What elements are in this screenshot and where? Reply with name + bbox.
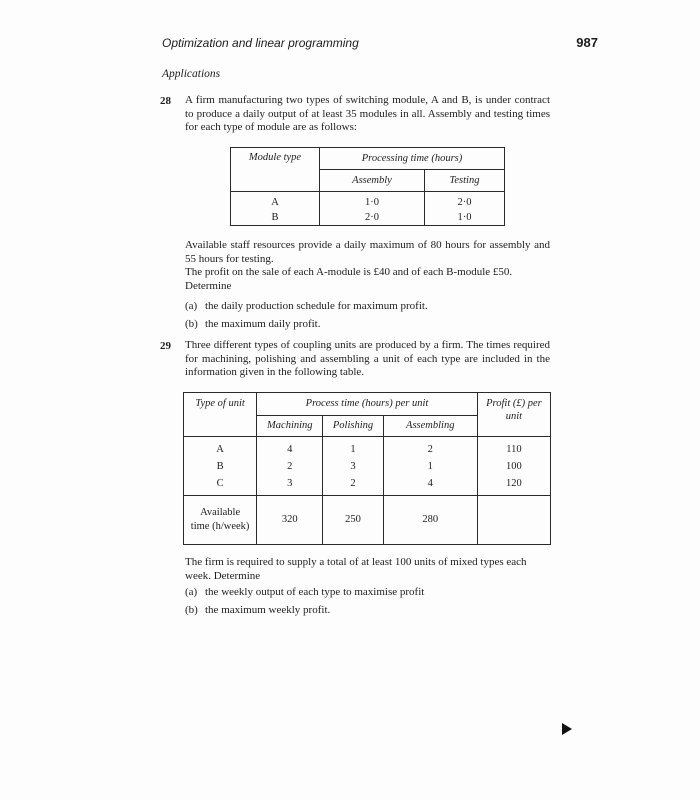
header-processing-time: Processing time (hours) (320, 148, 505, 170)
cell-profit: 110 (477, 437, 550, 459)
cell-type: A (184, 437, 257, 459)
header-assembly: Assembly (320, 170, 425, 192)
item-text: the daily production schedule for maximum profit. (205, 300, 428, 312)
module-table (230, 147, 505, 226)
cell-testing: 2·0 (425, 192, 505, 211)
cell-type: A (231, 192, 320, 211)
cell-polishing: 2 (323, 475, 383, 496)
problem-29-item-a (185, 585, 424, 599)
cell-available-assembling: 280 (383, 496, 477, 545)
item-label: (a) (185, 300, 198, 312)
cell-available-machining: 320 (257, 496, 323, 545)
cell-machining: 4 (257, 437, 323, 459)
problem-29-requirement: The firm is required to supply a total of at least 100 units of mixed types each week. Determine (185, 556, 527, 582)
cell-profit: 100 (477, 458, 550, 475)
problem-29-item-b (185, 603, 330, 617)
cell-polishing: 1 (323, 437, 383, 459)
cell-assembly: 2·0 (320, 210, 425, 226)
cell-assembling: 1 (383, 458, 477, 475)
running-head (162, 36, 598, 52)
item-label: (b) (185, 604, 198, 616)
cell-assembly: 1·0 (320, 192, 425, 211)
coupling-table (183, 392, 551, 545)
item-label: (a) (185, 586, 198, 598)
header-assembling: Assembling (383, 416, 477, 437)
item-label: (b) (185, 318, 198, 330)
header-polishing: Polishing (323, 416, 383, 437)
problem-number-29: 29 (160, 340, 171, 352)
header-type-of-unit: Type of unit (184, 393, 257, 437)
cell-machining: 3 (257, 475, 323, 496)
problem-28-profit: The profit on the sale of each A-module is £40 and of each B-module £50. Determine (185, 266, 513, 292)
cell-profit: 120 (477, 475, 550, 496)
problem-28-intro: A firm manufacturing two types of switching module, A and B, is under contract to produce a daily output of at least 35 modules in all. Assembly and testing times for each type of module are as follows: (185, 94, 550, 133)
header-machining: Machining (257, 416, 323, 437)
cell-type: B (231, 210, 320, 226)
continue-arrow-icon (562, 723, 572, 735)
problem-number-28: 28 (160, 95, 171, 107)
cell-assembling: 4 (383, 475, 477, 496)
header-process-time: Process time (hours) per unit (257, 393, 478, 416)
header-module-type: Module type (231, 148, 320, 192)
cell-assembling: 2 (383, 437, 477, 459)
cell-available-profit (477, 496, 550, 545)
cell-type: C (184, 475, 257, 496)
cell-available-label: Available time (h/week) (184, 496, 257, 545)
item-text: the weekly output of each type to maximise profit (205, 586, 425, 598)
section-title: Applications (162, 68, 221, 80)
header-profit: Profit (£) per unit (477, 393, 550, 437)
header-testing: Testing (425, 170, 505, 192)
problem-28-resources: Available staff resources provide a daily maximum of 80 hours for assembly and 55 hours for testing. (185, 239, 550, 265)
running-title: Optimization and linear programming (162, 36, 359, 50)
cell-machining: 2 (257, 458, 323, 475)
page-number: 987 (576, 35, 598, 50)
problem-28-item-b (185, 317, 320, 331)
cell-testing: 1·0 (425, 210, 505, 226)
cell-available-polishing: 250 (323, 496, 383, 545)
cell-type: B (184, 458, 257, 475)
item-text: the maximum weekly profit. (205, 604, 331, 616)
cell-polishing: 3 (323, 458, 383, 475)
problem-28-item-a (185, 299, 428, 313)
item-text: the maximum daily profit. (205, 318, 321, 330)
problem-29-intro: Three different types of coupling units are produced by a firm. The times required for machining, polishing and assembling a unit of each type are included in the information given in the following table. (185, 339, 550, 378)
